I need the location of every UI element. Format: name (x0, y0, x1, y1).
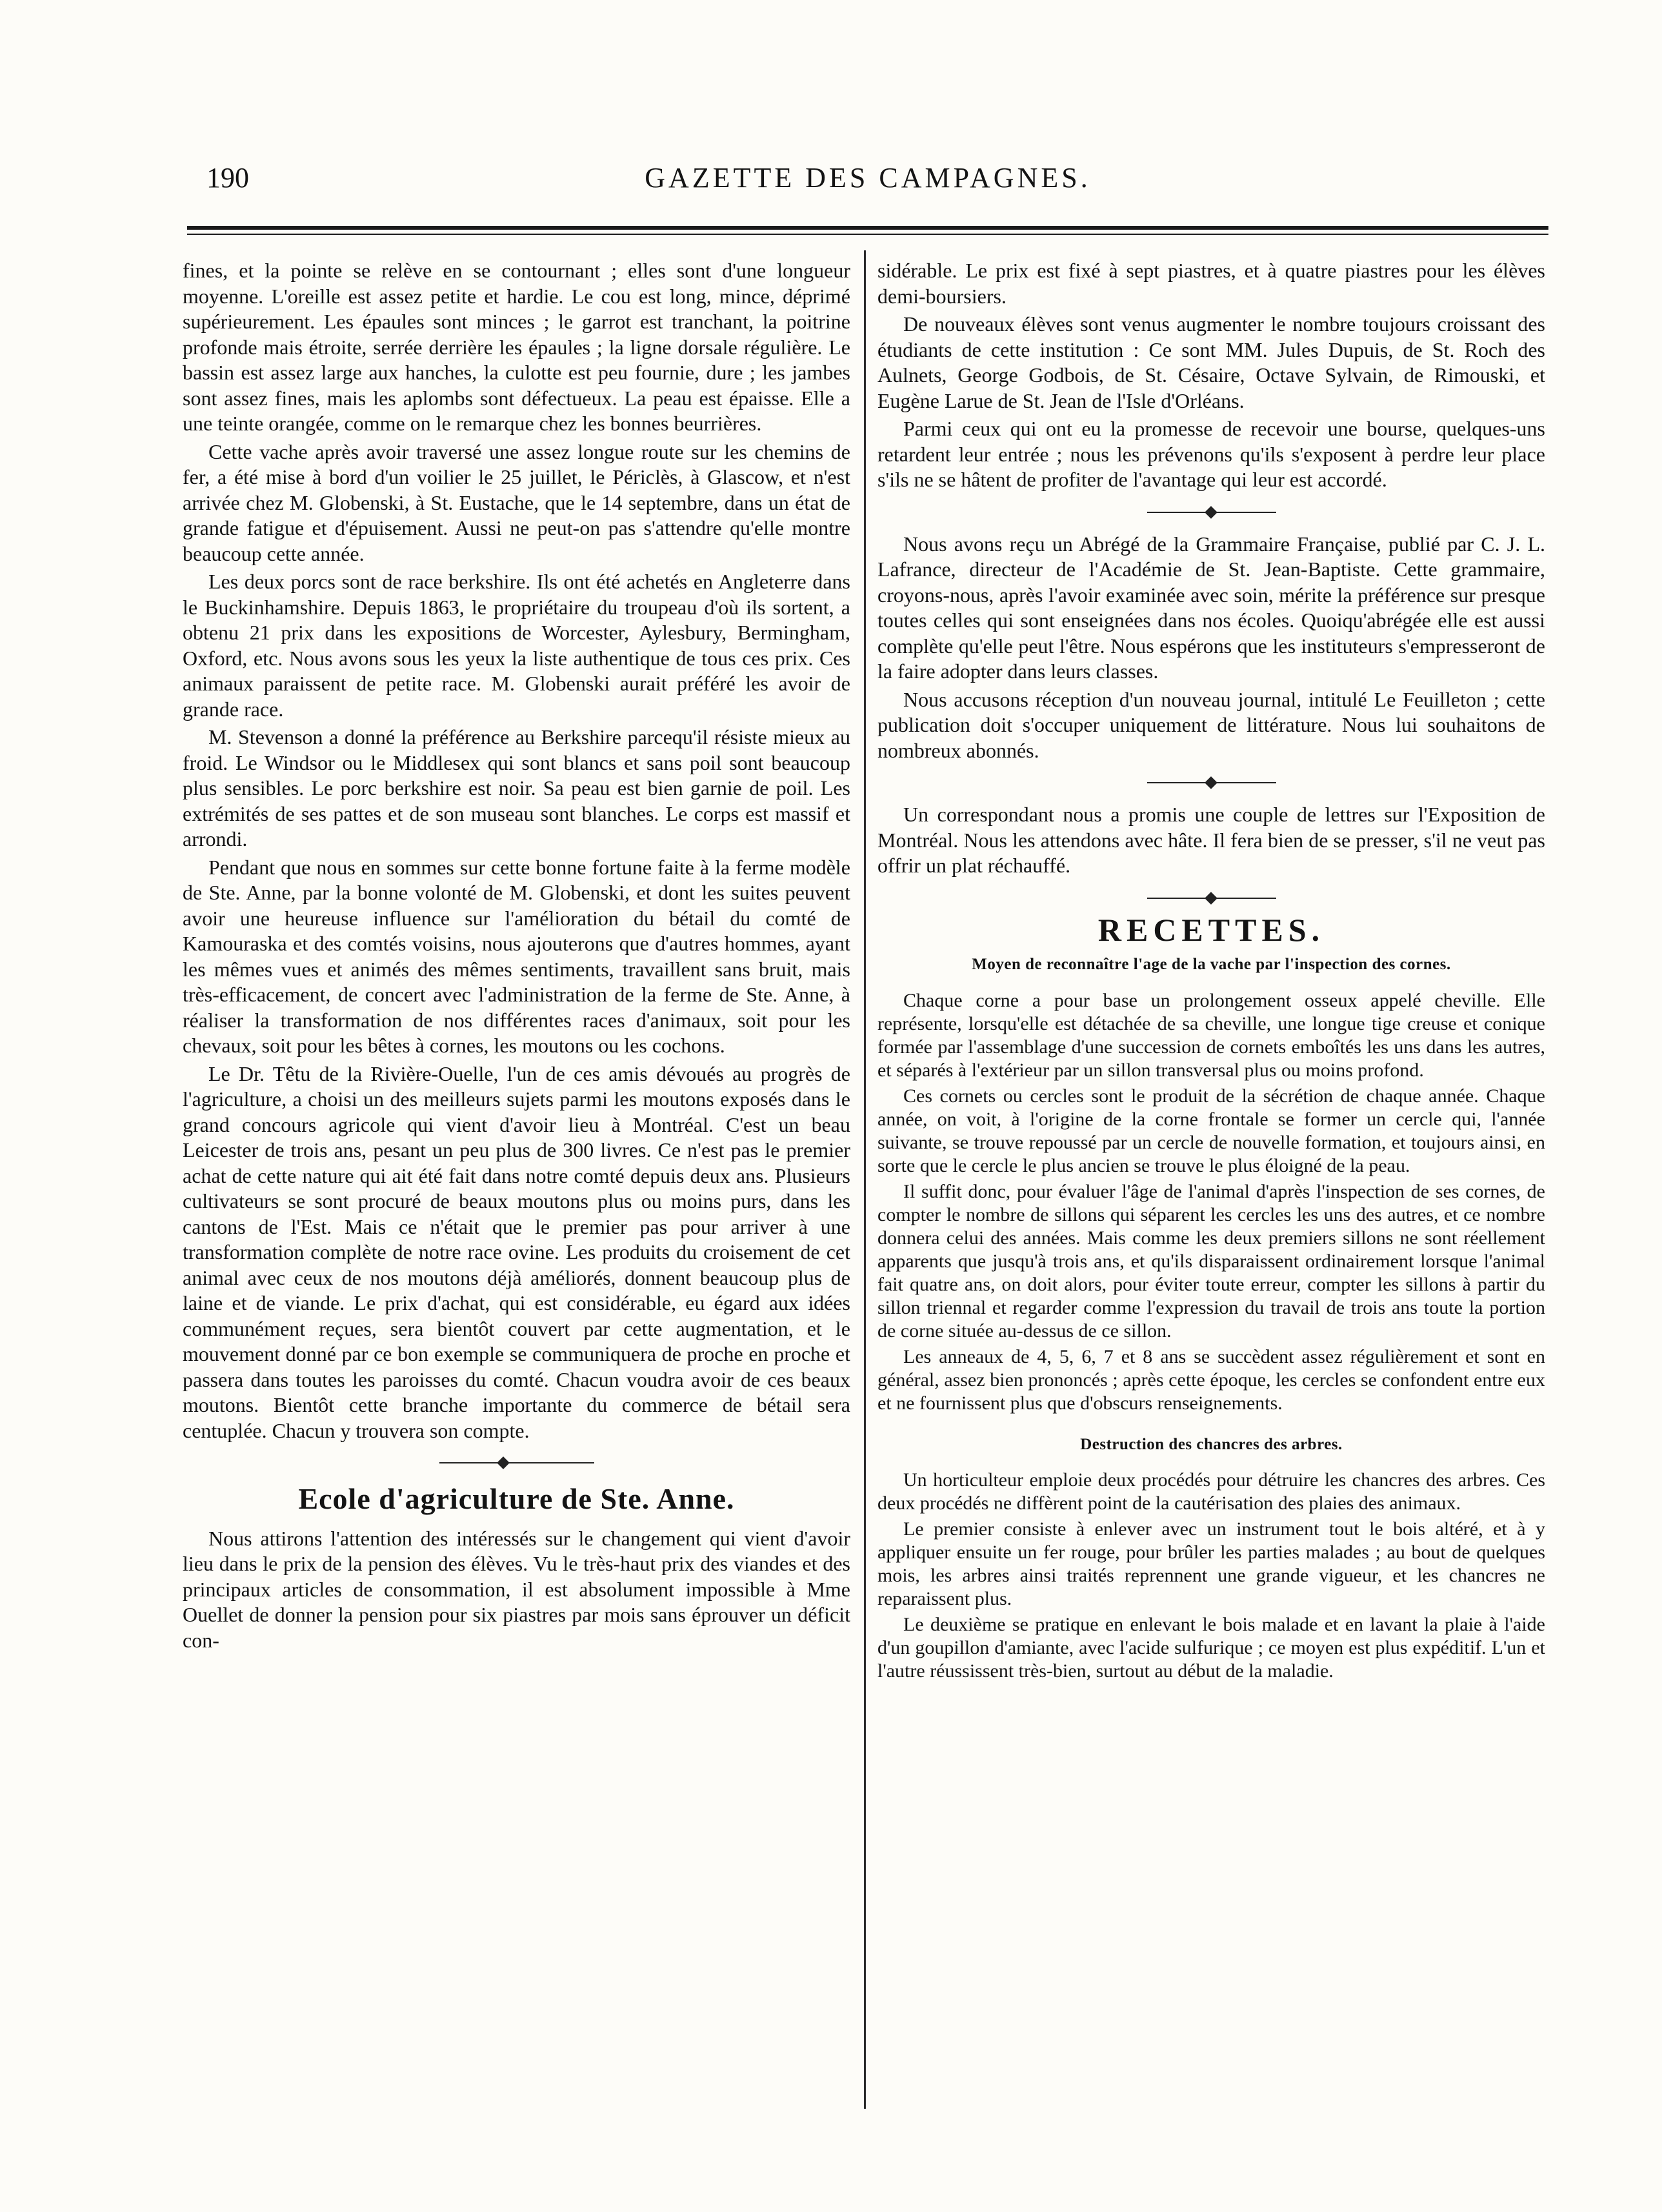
recipe-1-paragraph: Ces cornets ou cercles sont le produit de la sécrétion de chaque année. Chaque année, on voit, à l'origine de la corne frontale se former un cercle qui, l'année suivante, se trouve repoussé par un cercle de nouvelle formation, et toujours ainsi, en sorte que le cercle le plus ancien se trouve le plus éloigné de la peau. (877, 1085, 1545, 1176)
left-column (183, 258, 850, 1656)
recipe-2-paragraph: Un horticulteur emploie deux procédés pour détruire les chancres des arbres. Ces deux procédés ne diffèrent point de la cautérisation des plaies des animaux. (877, 1469, 1545, 1514)
recipe-2-body (877, 1469, 1545, 1683)
recipe-1-body (877, 989, 1545, 1415)
left-paragraph-4: M. Stevenson a donné la préférence au Berkshire parcequ'il résiste mieux au froid. Le Windsor ou le Middlesex qui sont blancs et sans poil sont beaucoup plus sensibles. Le porc berkshire est noir. Sa peau est bien garnie de poil. Les extrémités de ses pattes et de son museau sont blanches. Le corps est massif et arrondi. (183, 725, 850, 850)
recipe-1-paragraph: Chaque corne a pour base un prolongement osseux appelé cheville. Elle représente, lorsqu'elle est détachée de sa cheville, une longue tige creuse et conique formée par l'assemblage d'une succession de cornets emboîtés les uns dans les autres, et séparés à l'extérieur par un sillon transversal plus ou moins profond. (877, 989, 1545, 1081)
recipe-1-paragraph: Il suffit donc, pour évaluer l'âge de l'animal d'après l'inspection de ses cornes, de compter le nombre de sillons qui séparent les cercles les uns des autres, et ce nombre donnera celui des années. Mais comme les deux premiers sillons ne sont réellement apparents que jusqu'à trois ans, et qu'ils disparaissent ordinairement lorsque l'animal fait quatre ans, on doit alors, pour éviter toute erreur, compter les sillons à partir du sillon triennal et regarder comme l'expression du travail de trois ans toute la portion de corne située au-dessus de ce sillon. (877, 1180, 1545, 1342)
recipe-2-paragraph: Le deuxième se pratique en enlevant le bois malade et en lavant la plaie à l'aide d'un goupillon d'amiante, avec l'acide sulfurique ; ce moyen est plus expéditif. L'un et l'autre réussissent très-bien, surtout au début de la maladie. (877, 1614, 1545, 1682)
section-title-ecole: Ecole d'agriculture de Ste. Anne. (298, 1482, 735, 1515)
page-header (187, 161, 1548, 200)
left-paragraph-3: Les deux porcs sont de race berkshire. Ils ont été achetés en Angleterre dans le Buckinhamshire. Depuis 1863, le propriétaire du troupeau d'où ils sortent, a obtenu 21 prix dans les expositions de Worcester, Aylesbury, Bermingham, Oxford, etc. Nous avons sous les yeux la liste authentique de tous ces prix. Ces animaux paraissent de petite race. M. Globenski aurait préféré les avoir de grande race. (183, 570, 850, 721)
right-column (877, 258, 1545, 1685)
column-divider (864, 250, 866, 2109)
right-paragraph-3: Parmi ceux qui ont eu la promesse de recevoir une bourse, quelques-uns retardent leur entrée ; nous les prévenons qu'ils s'exposent à perdre leur place s'ils ne se hâtent de profiter de l'avantage qui leur est accordé. (877, 417, 1545, 491)
recettes-title: RECETTES. (1097, 911, 1325, 948)
page-number: 190 (206, 162, 249, 194)
left-paragraph-1: fines, et la pointe se relève en se contournant ; elles sont d'une longueur moyenne. L'oreille est assez petite et hardie. Le cou est long, mince, déprimé supérieurement. Les épaules sont minces ; le garrot est tranchant, la poitrine profonde mais étroite, serrée derrière les épaules ; la ligne dorsale régulière. Le bassin est assez large aux hanches, la culotte est peu fournie, dure ; les jambes sont assez fines, mais les aplombs sont défectueux. La peau est épaisse. Elle a une teinte orangée, comme on le remarque chez les bonnes beurrières. (183, 259, 850, 435)
recipe-1-paragraph: Les anneaux de 4, 5, 6, 7 et 8 ans se succèdent assez régulièrement et sont en général, assez bien prononcés ; après cette époque, les cercles se confondent entre eux et ne fournissent plus que d'obscurs renseignements. (877, 1345, 1545, 1414)
running-title: GAZETTE DES CAMPAGNES. (645, 162, 1091, 194)
recipe-2-paragraph: Le premier consiste à enlever avec un instrument tout le bois altéré, et à y appliquer ensuite un fer rouge, pour brûler les parties malades ; au bout de quelques mois, les arbres ainsi traités reprennent une grande vigueur, et les chancres ne reparaissent plus. (877, 1518, 1545, 1609)
recipe-1-title: Moyen de reconnaître l'age de la vache par l'inspection des cornes. (972, 956, 1451, 973)
header-rule-thin (187, 234, 1548, 235)
ornament-divider (1147, 888, 1276, 909)
right-paragraph-5: Nous accusons réception d'un nouveau journal, intitulé Le Feuilleton ; cette publication doit s'occuper uniquement de littérature. Nous lui souhaitons de nombreux abonnés. (877, 687, 1545, 762)
recipe-2-title: Destruction des chancres des arbres. (1080, 1435, 1343, 1453)
ornament-divider (1147, 772, 1276, 793)
header-rule-thick (187, 226, 1548, 230)
right-paragraph-2: De nouveaux élèves sont venus augmenter le nombre toujours croissant des étudiants de cette institution : Ce sont MM. Jules Dupuis, de St. Roch des Aulnets, George Godbois, de St. Césaire, Octave Sylvain, de Rimouski, et Eugène Larue de St. Jean de l'Isle d'Orléans. (877, 312, 1545, 412)
right-paragraph-6: Un correspondant nous a promis une couple de lettres sur l'Exposition de Montréal. Nous les attendons avec hâte. Il fera bien de se presser, s'il ne veut pas offrir un plat réchauffé. (877, 803, 1545, 877)
ornament-divider (439, 1453, 594, 1473)
right-paragraph-1: sidérable. Le prix est fixé à sept piastres, et à quatre piastres pour les élèves demi-boursiers. (877, 259, 1545, 308)
ornament-divider (1147, 502, 1276, 523)
right-paragraph-4: Nous avons reçu un Abrégé de la Grammaire Française, publié par C. J. L. Lafrance, directeur de l'Académie de St. Jean-Baptiste. Cette grammaire, croyons-nous, après l'avoir examinée avec soin, mérite la préférence sur presque toutes celles qui sont enseignées dans nos écoles. Quoiqu'abrégée elle est aussi complète qu'elle peut l'être. Nous espérons que les instituteurs s'empresseront de la faire adopter dans leurs classes. (877, 532, 1545, 683)
left-paragraph-7: Nous attirons l'attention des intéressés sur le changement qui vient d'avoir lieu dans le prix de la pension des élèves. Vu le très-haut prix des viandes et des principaux articles de consommation, il est absolument impossible à Mme Ouellet de donner la pension pour six piastres par mois sans éprouver un déficit con- (183, 1526, 850, 1652)
left-paragraph-6: Le Dr. Têtu de la Rivière-Ouelle, l'un de ces amis dévoués au progrès de l'agriculture, a choisi un des meilleurs sujets parmi les moutons exposés dans le grand concours agricole qui vient d'avoir lieu à Montréal. C'est un beau Leicester de trois ans, pesant un peu plus de 300 livres. Ce n'est pas le premier achat de cette nature qui ait été fait dans notre comté depuis deux ans. Plusieurs cultivateurs se sont procuré de beaux moutons plus ou moins purs, dans les cantons de l'Est. Mais ce n'était que le premier pas pour arriver à une transformation complète de notre race ovine. Les produits du croisement de cet animal avec ceux de nos moutons déjà améliorés, donnent beaucoup plus de laine et de viande. Le prix d'achat, qui est considérable, eu égard aux idées communément reçues, sera bientôt couvert par cette augmentation, et le mouvement donné par ce bon exemple se communiquera de proche en proche et passera dans toutes les paroisses du comté. Chacun voudra avoir de ces beaux moutons. Bientôt cette branche importante du commerce de bétail sera centuplée. Chacun y trouvera son compte. (183, 1061, 850, 1442)
left-paragraph-5: Pendant que nous en sommes sur cette bonne fortune faite à la ferme modèle de Ste. Anne, par la bonne volonté de M. Globenski, et dont les suites peuvent avoir une heureuse influence sur l'amélioration du bétail du comté de Kamouraska et des comtés voisins, nous ajouterons que d'autres hommes, ayant les mêmes vues et animés des mêmes sentiments, travaillent sans bruit, mais très-efficacement, de concert avec l'administration de la ferme de Ste. Anne, à réaliser la transformation de nos différentes races d'animaux, soit pour les chevaux, soit pour les bêtes à cornes, les moutons ou les cochons. (183, 855, 850, 1057)
left-paragraph-2: Cette vache après avoir traversé une assez longue route sur les chemins de fer, a été mise à bord d'un voilier le 25 juillet, le Périclès, à Glascow, et n'est arrivée chez M. Globenski, à St. Eustache, que le 14 septembre, dans un état de grande fatigue et d'épuisement. Aussi ne peut-on pas s'attendre qu'elle montre beaucoup cette année. (183, 439, 850, 565)
